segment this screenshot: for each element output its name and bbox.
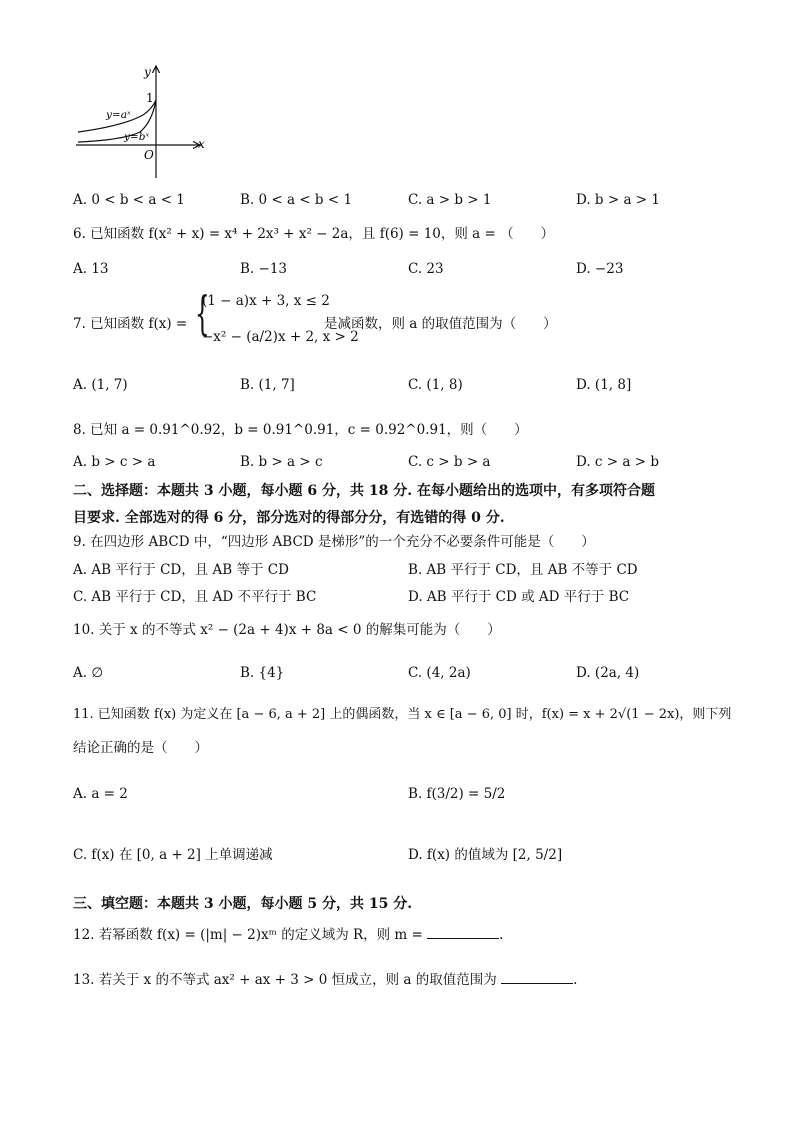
q5-option-c[interactable]: C. a > b > 1: [408, 192, 492, 208]
q7-prefix: 7. 已知函数 f(x) =: [73, 316, 188, 332]
q7-option-c[interactable]: C. (1, 8): [408, 377, 463, 393]
q7-suffix: 是减函数，则 a 的取值范围为（ ）: [324, 316, 557, 332]
q8-option-d[interactable]: D. c > a > b: [576, 454, 659, 470]
q12-row: [73, 926, 503, 944]
q8-option-b[interactable]: B. b > a > c: [240, 454, 323, 470]
q12-stem: 12. 若幂函数 f(x) = (|m| − 2)xᵐ 的定义域为 R，则 m =: [73, 927, 423, 943]
q9-option-b[interactable]: B. AB 平行于 CD，且 AB 不等于 CD: [408, 562, 638, 578]
section-2-header-line-2: 目要求. 全部选对的得 6 分，部分选对的得部分分，有选错的得 0 分.: [73, 510, 505, 526]
q6-option-b[interactable]: B. −13: [240, 261, 287, 277]
q5-option-d[interactable]: D. b > a > 1: [576, 192, 660, 208]
q8-option-c[interactable]: C. c > b > a: [408, 454, 491, 470]
q12-answer-blank[interactable]: [427, 926, 499, 939]
q6-option-c[interactable]: C. 23: [408, 261, 444, 277]
piecewise-brace: {: [195, 286, 210, 340]
q7-option-a[interactable]: A. (1, 7): [73, 377, 128, 393]
q7-option-d[interactable]: D. (1, 8]: [576, 377, 632, 393]
section-2-header-line-1: 二、选择题：本题共 3 小题，每小题 6 分，共 18 分. 在每小题给出的选项中，有多项符合题: [73, 483, 655, 499]
q9-option-c[interactable]: C. AB 平行于 CD，且 AD 不平行于 BC: [73, 589, 317, 605]
curve-a-label: y=aˣ: [106, 109, 131, 121]
q6-option-a[interactable]: A. 13: [73, 261, 109, 277]
origin-label: O: [144, 148, 154, 162]
q9-option-d[interactable]: D. AB 平行于 CD 或 AD 平行于 BC: [408, 589, 630, 605]
q13-period: .: [573, 972, 578, 988]
q7-case-2: −x² − (a/2)x + 2, x > 2: [202, 329, 359, 345]
q5-option-b[interactable]: B. 0 < a < b < 1: [240, 192, 353, 208]
q11-stem-line-1: 11. 已知函数 f(x) 为定义在 [a − 6, a + 2] 上的偶函数，当 x ∈ [a − 6, 0] 时，f(x) = x + 2√(1 − 2x)，则下列: [73, 707, 732, 722]
q9-option-a[interactable]: A. AB 平行于 CD，且 AB 等于 CD: [73, 562, 289, 578]
q10-option-b[interactable]: B. {4}: [240, 665, 285, 681]
q6-stem: 6. 已知函数 f(x² + x) = x⁴ + 2x³ + x² − 2a，且 f(6) = 10，则 a = （ ）: [73, 226, 555, 242]
exponential-graph: [68, 60, 218, 182]
q10-option-d[interactable]: D. (2a, 4): [576, 665, 640, 681]
q10-option-c[interactable]: C. (4, 2a): [408, 665, 471, 681]
q7-option-b[interactable]: B. (1, 7]: [240, 377, 295, 393]
q13-answer-blank[interactable]: [501, 971, 573, 984]
q11-option-b[interactable]: B. f(3/2) = 5/2: [408, 786, 506, 802]
q11-stem-line-2: 结论正确的是（ ）: [73, 740, 208, 756]
q11-option-d[interactable]: D. f(x) 的值域为 [2, 5/2]: [408, 847, 563, 863]
q7-case-1: (1 − a)x + 3, x ≤ 2: [202, 293, 330, 309]
q8-stem: 8. 已知 a = 0.91^0.92，b = 0.91^0.91，c = 0.92^0.91，则（ ）: [73, 422, 528, 438]
q10-stem: 10. 关于 x 的不等式 x² − (2a + 4)x + 8a < 0 的解集可能为（ ）: [73, 622, 501, 638]
y-axis-label: y: [144, 65, 151, 79]
q13-stem: 13. 若关于 x 的不等式 ax² + ax + 3 > 0 恒成立，则 a 的取值范围为: [73, 972, 497, 988]
q9-stem: 9. 在四边形 ABCD 中，“四边形 ABCD 是梯形”的一个充分不必要条件可能是（ ）: [73, 534, 595, 550]
x-axis-label: x: [198, 137, 205, 151]
q10-option-a[interactable]: A. ∅: [73, 665, 104, 681]
q11-option-a[interactable]: A. a = 2: [73, 786, 128, 802]
q8-option-a[interactable]: A. b > c > a: [73, 454, 156, 470]
q12-period: .: [499, 927, 504, 943]
one-label: 1: [146, 91, 154, 105]
q11-option-c[interactable]: C. f(x) 在 [0, a + 2] 上单调递减: [73, 847, 273, 863]
curve-b-label: y=bˣ: [124, 131, 150, 143]
q13-row: [73, 971, 577, 989]
q6-option-d[interactable]: D. −23: [576, 261, 624, 277]
section-3-header: 三、填空题：本题共 3 小题，每小题 5 分，共 15 分.: [73, 896, 413, 912]
q5-option-a[interactable]: A. 0 < b < a < 1: [73, 192, 185, 208]
